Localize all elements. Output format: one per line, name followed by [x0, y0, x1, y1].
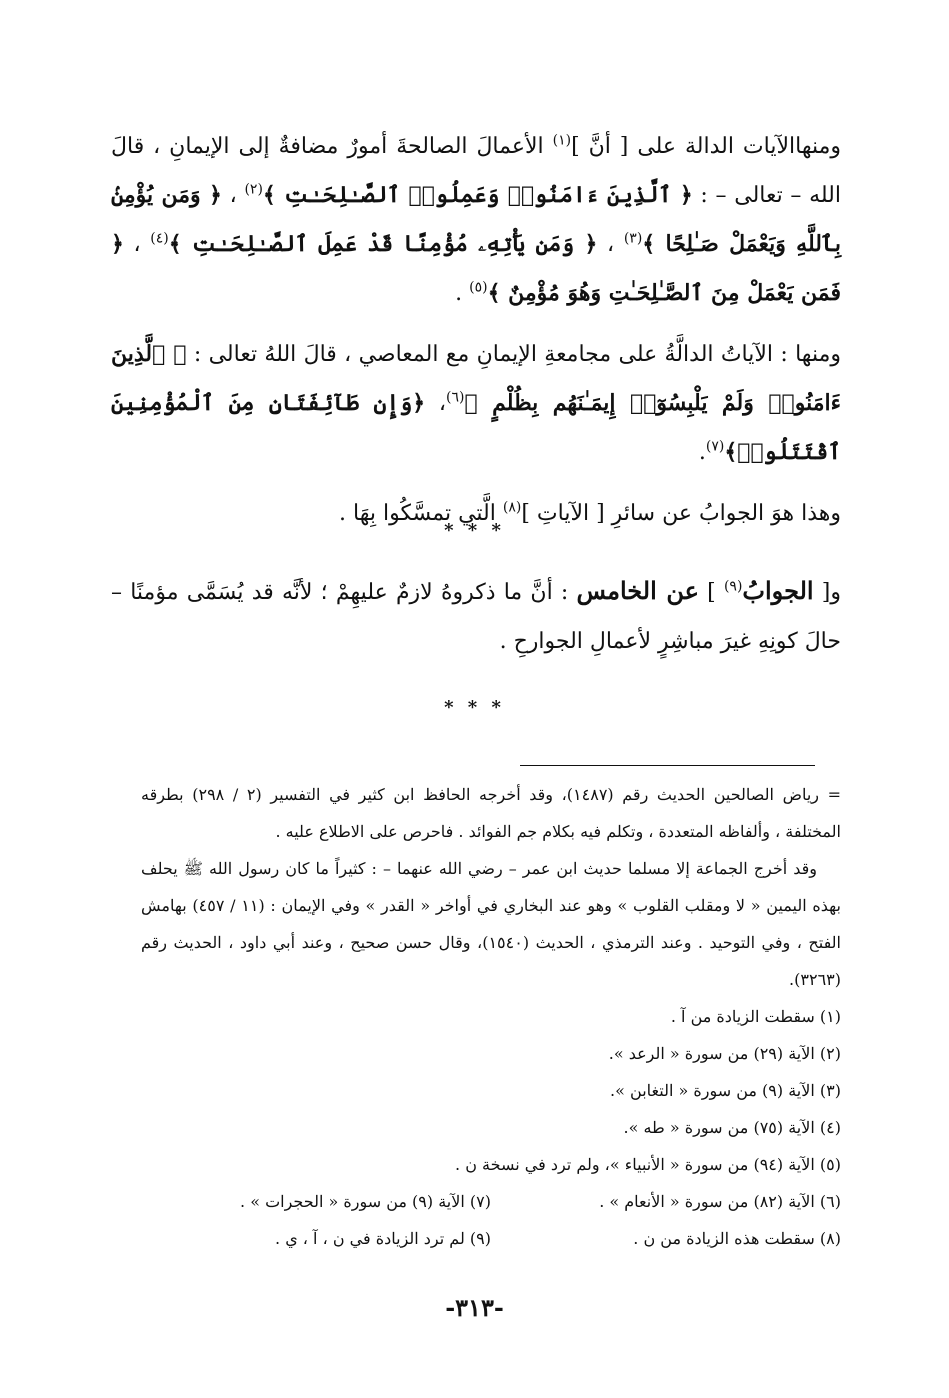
text: وهذا هوَ الجوابُ عن سائرِ [ الآياتِ ] — [521, 501, 841, 526]
footnote-ref: (٣) — [623, 230, 643, 247]
footnote-item: (٨) سقطت هذه الزيادة من ن . — [633, 1229, 841, 1248]
main-text-second — [111, 566, 841, 678]
footnote-continuation — [141, 776, 841, 850]
text: . — [455, 281, 470, 306]
footnote-ref: (٧) — [705, 438, 725, 455]
footnote-text: وقد أخرج الجماعة إلا مسلما حديث ابن عمر – رضي الله عنهما – : كثيراً ما كان رسول الله ﷺ يحلف بهذه اليمين « لا ومقلب القلوب » وهو عند البخاري في أواخر « القدر » وفي الإيمان : (١١ / ٤٥٧) بهامش الفتح ، وفي التوحيد . وعند الترمذي ، الحديث (١٥٤٠)، وقال حسن صحيح ، وعند أبي داود ، الحديث رقم (٣٢٦٣). — [141, 859, 842, 989]
footnote-ref: (٨) — [502, 499, 522, 516]
section-divider: * * * — [444, 697, 505, 718]
quran-verse: ﴿وَإِن طَآئِفَتَانِ مِنَ ٱلْمُؤْمِنِينَ ٱقْتَتَلُوا۟﴾ — [111, 390, 841, 465]
separator: ، — [597, 232, 624, 257]
footnote-text: = رياض الصالحين الحديث رقم (١٤٨٧)، وقد أخرجه الحافظ ابن كثير في التفسير (٢ / ٢٩٨) بطرقه المختلفة ، وألفاظه المتعددة ، وتكلم فيه بكلام جم الفوائد . فاحرص على الاطلاع عليه . — [141, 785, 842, 841]
footnotes — [141, 776, 841, 1257]
separator: ، — [425, 391, 447, 416]
main-text — [111, 122, 841, 550]
heading-word: الجوابُ — [742, 576, 814, 605]
footnote-ref: (٢) — [244, 181, 263, 198]
paragraph-fifth-answer — [111, 566, 841, 666]
text: ومنها : الآياتُ الدالَّةُ على مجامعةِ الإيمانِ مع المعاصي ، قالَ اللهُ تعالى : — [186, 342, 841, 367]
footnote-item: (٢) الآية (٢٩) من سورة « الرعد ». — [608, 1044, 841, 1063]
quran-verse: ﴿ ٱلَّذِينَ ءَامَنُوا۟ وَعَمِلُوا۟ ٱلصَّـٰلِحَـٰتِ ﴾ — [262, 182, 693, 208]
page-number: -٣١٣- — [445, 1293, 504, 1322]
footnote-item: (٥) الآية (٩٤) من سورة « الأنبياء »، ولم ترد في نسخة ن . — [455, 1155, 841, 1174]
footnote-item: (١) سقطت الزيادة من آ . — [670, 1007, 841, 1026]
heading-word: عن الخامس — [576, 576, 699, 605]
footnote-separator — [520, 765, 815, 766]
text: الَّتي تمسَّكُوا بِهَا . — [339, 501, 503, 526]
text: : أنَّ ما ذكروهُ لازمٌ عليهِمْ ؛ لأنَّه قد يُسَمَّى مؤمنًا – حالَ كونِهِ غيرَ مباشِرٍ لأعمالِ الجوارحِ . — [111, 580, 841, 654]
footnote-ref: (٦) — [446, 389, 465, 406]
quran-verse: ﴿ فَمَن يَعْمَلْ مِنَ ٱلصَّـٰلِحَـٰتِ وَهُوَ مُؤْمِنٌ ﴾ — [111, 231, 841, 306]
text: و[ — [813, 580, 841, 605]
quran-verse: ﴿ وَمَن يَأْتِهِۦ مُؤْمِنًا قَدْ عَمِلَ ٱلصَّـٰلِحَـٰتِ ﴾ — [168, 231, 598, 257]
text: . — [698, 440, 706, 465]
footnote-paragraph — [141, 850, 841, 998]
footnote-row — [141, 1220, 841, 1257]
quran-verse: ﴿ وَمَن يُؤْمِنۢ بِٱللَّهِ وَيَعْمَلْ صَـٰلِحًا ﴾ — [111, 182, 841, 257]
footnote-ref: (١) — [552, 132, 572, 149]
separator: ، — [123, 232, 151, 257]
section-divider: * * * — [444, 520, 505, 541]
footnote-list — [141, 998, 841, 1257]
paragraph-sins — [111, 330, 841, 477]
separator: ، — [221, 183, 245, 208]
footnote-item: (٤) الآية (٧٥) من سورة « طه ». — [623, 1118, 841, 1137]
text: ] — [698, 580, 724, 605]
text: الأعمالَ الصالحةَ أمورٌ مضافةٌ إلى الإيمانِ ، قالَ الله – تعالى – : — [111, 134, 841, 208]
footnote-row — [141, 1183, 841, 1220]
text: ومنهاالآيات الدالة على [ أنَّ ] — [571, 134, 842, 159]
footnote-ref: (٩) — [723, 578, 743, 595]
footnote-item: (٦) الآية (٨٢) من سورة « الأنعام » . — [599, 1192, 841, 1211]
paragraph-good-deeds — [111, 122, 841, 318]
footnote-item: (٧) الآية (٩) من سورة « الحجرات » . — [240, 1192, 491, 1211]
quran-verse: ﴿ ٱلَّذِينَ ءَامَنُوا۟ وَلَمْ يَلْبِسُوٓا۟ إِيمَـٰنَهُم بِظُلْمٍ ﴾ — [111, 341, 841, 416]
footnote-item: (٩) لم ترد الزيادة في ن ، آ ، ي . — [275, 1229, 491, 1248]
footnote-item: (٣) الآية (٩) من سورة « التغابن ». — [610, 1081, 841, 1100]
footnote-ref: (٤) — [150, 230, 169, 247]
footnote-ref: (٥) — [469, 279, 488, 296]
